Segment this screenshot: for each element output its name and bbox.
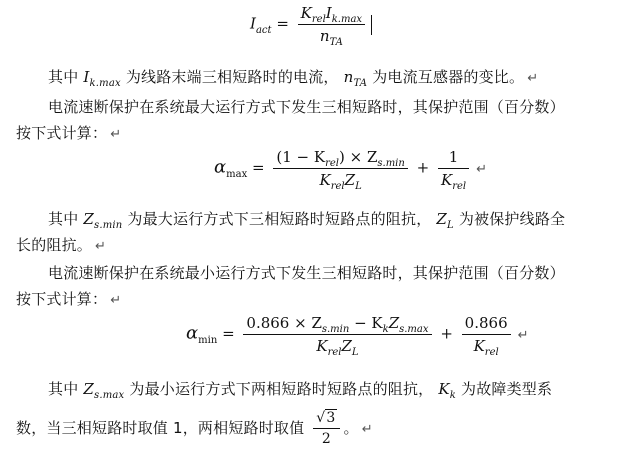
formula-text: 1 bbox=[448, 148, 459, 166]
formula-subscript: s.min bbox=[321, 324, 350, 335]
paragraph-mark: ↵ bbox=[527, 71, 539, 86]
paragraph-max-mode bbox=[48, 96, 565, 117]
formula-subscript: min bbox=[198, 334, 218, 346]
text-run: 。 bbox=[343, 419, 359, 437]
paragraph-min-mode-line2 bbox=[16, 288, 121, 309]
sqrt-sign: √3 bbox=[316, 410, 336, 426]
plus-sign: + bbox=[440, 324, 453, 343]
paragraph-zsmin-definition-line2 bbox=[16, 234, 106, 255]
formula-subscript: L bbox=[447, 220, 454, 231]
formula-text: (1 − K bbox=[276, 148, 326, 166]
formula-symbol: n bbox=[343, 68, 354, 86]
paragraph-max-mode-line2 bbox=[16, 122, 121, 143]
paragraph-mark: ↵ bbox=[110, 293, 122, 308]
paragraph-mark: ↵ bbox=[476, 161, 487, 177]
formula-symbol: Z bbox=[344, 171, 356, 189]
formula-subscript: rel bbox=[452, 181, 467, 192]
text-run: 电流速断保护在系统最小运行方式下发生三相短路时，其保护范围（百分数） bbox=[48, 264, 565, 282]
formula-subscript: rel bbox=[484, 347, 499, 358]
paragraph-min-mode bbox=[48, 262, 565, 283]
sqrt3-over-2-fraction bbox=[313, 410, 339, 447]
text-run: 为最大运行方式下三相短路时短路点的阻抗， bbox=[127, 210, 432, 228]
formula-text: 0.866 × Z bbox=[246, 314, 322, 332]
formula-subscript: act bbox=[255, 24, 272, 36]
formula-fraction bbox=[462, 314, 511, 358]
text-run: 数，当三相短路时取值 1，两相短路时取值 bbox=[16, 419, 305, 437]
text-cursor bbox=[371, 15, 372, 35]
formula-subscript: k bbox=[382, 324, 389, 335]
formula-subscript: k bbox=[449, 390, 457, 401]
paragraph-zsmax-definition bbox=[48, 378, 552, 399]
formula-symbol: n bbox=[319, 27, 330, 45]
formula-symbol: K bbox=[319, 171, 331, 189]
formula-symbol: Z bbox=[341, 337, 352, 355]
formula-iact bbox=[250, 4, 372, 48]
formula-alpha-min bbox=[186, 314, 529, 358]
paragraph-mark: ↵ bbox=[110, 127, 122, 142]
paragraph-mark: ↵ bbox=[361, 422, 373, 437]
formula-fraction bbox=[243, 314, 431, 358]
formula-alpha-max bbox=[214, 148, 487, 192]
plus-sign: + bbox=[416, 158, 430, 177]
formula-text: ) × Z bbox=[339, 148, 378, 166]
formula-symbol: Z bbox=[83, 380, 94, 398]
formula-symbol: K bbox=[316, 337, 328, 355]
formula-symbol: α bbox=[214, 156, 227, 178]
formula-subscript: s.max bbox=[399, 324, 429, 335]
text-run: 为故障类型系 bbox=[461, 380, 553, 398]
text-run: 为被保护线路全 bbox=[458, 210, 566, 228]
formula-text: − K bbox=[349, 314, 383, 332]
text-run: 按下式计算： bbox=[16, 124, 108, 142]
formula-symbol: α bbox=[186, 322, 199, 344]
text-run: 为线路末端三相短路时的电流， bbox=[125, 68, 339, 86]
text-run: 其中 bbox=[48, 380, 79, 398]
equals-sign: = bbox=[276, 14, 294, 33]
formula-text: 3 bbox=[326, 410, 336, 426]
equals-sign: = bbox=[252, 158, 270, 177]
formula-fraction bbox=[298, 4, 365, 48]
formula-symbol: K bbox=[440, 171, 453, 189]
formula-subscript: TA bbox=[329, 37, 343, 48]
formula-symbol: I bbox=[325, 4, 332, 22]
text-run: 长的阻抗。 bbox=[16, 236, 93, 254]
equals-sign: = bbox=[222, 324, 240, 343]
text-run: 按下式计算： bbox=[16, 290, 108, 308]
text-run: 电流速断保护在系统最大运行方式下发生三相短路时，其保护范围（百分数） bbox=[48, 98, 565, 116]
formula-subscript: s.min bbox=[94, 220, 123, 231]
formula-symbol: Z bbox=[388, 314, 400, 332]
paragraph-zsmin-definition bbox=[48, 208, 565, 229]
formula-text: 2 bbox=[321, 431, 331, 447]
formula-subscript: s.min bbox=[377, 158, 405, 169]
formula-subscript: s.max bbox=[94, 390, 125, 401]
paragraph-ikmax-definition bbox=[48, 66, 538, 87]
formula-subscript: rel bbox=[311, 14, 326, 25]
formula-symbol: Z bbox=[436, 210, 448, 228]
paragraph-mark: ↵ bbox=[517, 327, 529, 343]
formula-subscript: rel bbox=[330, 181, 345, 192]
formula-subscript: k.max bbox=[331, 14, 363, 25]
text-run: 为电流互感器的变比。 bbox=[372, 68, 525, 86]
formula-subscript: TA bbox=[353, 78, 368, 89]
formula-text: 0.866 bbox=[464, 314, 508, 332]
formula-subscript: rel bbox=[325, 158, 339, 169]
formula-fraction bbox=[273, 148, 407, 192]
formula-subscript: L bbox=[355, 181, 362, 192]
text-run: 为最小运行方式下两相短路时短路点的阻抗， bbox=[129, 380, 434, 398]
paragraph-zsmax-definition-line2 bbox=[16, 410, 373, 447]
formula-symbol: K bbox=[473, 337, 485, 355]
formula-symbol: K bbox=[300, 4, 312, 22]
text-run: 其中 bbox=[48, 210, 79, 228]
formula-subscript: max bbox=[226, 168, 248, 180]
formula-subscript: L bbox=[351, 347, 359, 358]
paragraph-mark: ↵ bbox=[95, 239, 107, 254]
formula-symbol: I bbox=[83, 68, 90, 86]
formula-symbol: K bbox=[438, 380, 450, 398]
formula-symbol: Z bbox=[83, 210, 94, 228]
formula-fraction bbox=[438, 148, 469, 192]
formula-symbol: I bbox=[250, 14, 256, 33]
formula-subscript: rel bbox=[327, 347, 342, 358]
text-run: 其中 bbox=[48, 68, 79, 86]
formula-subscript: k.max bbox=[89, 78, 121, 89]
